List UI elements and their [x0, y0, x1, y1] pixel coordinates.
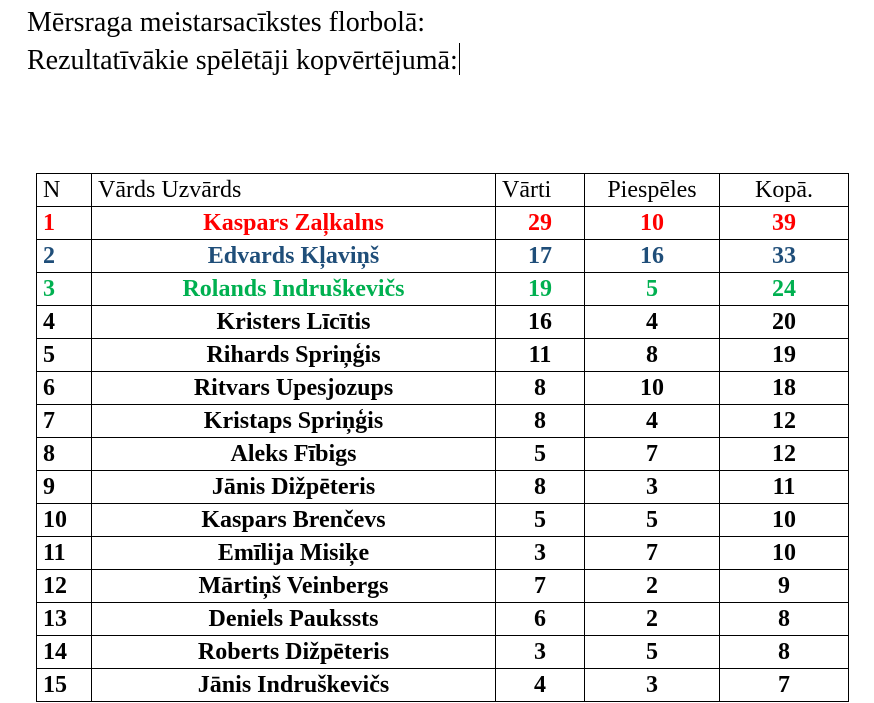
cell-player-name: Kristaps Spriņģis: [92, 405, 496, 438]
table-row: [37, 669, 849, 702]
cell-player-name: Aleks Fībigs: [92, 438, 496, 471]
cell-total: 8: [720, 636, 849, 669]
cell-goals: 3: [496, 636, 585, 669]
table-row: [37, 438, 849, 471]
table-row: [37, 603, 849, 636]
table-row: [37, 273, 849, 306]
cell-total: 7: [720, 669, 849, 702]
cell-rank: 14: [37, 636, 92, 669]
cell-assists: 10: [585, 207, 720, 240]
cell-goals: 4: [496, 669, 585, 702]
cell-rank: 5: [37, 339, 92, 372]
cell-total: 19: [720, 339, 849, 372]
cell-assists: 3: [585, 669, 720, 702]
cell-assists: 5: [585, 504, 720, 537]
cell-total: 10: [720, 537, 849, 570]
table-header-row: [37, 174, 849, 207]
cell-rank: 15: [37, 669, 92, 702]
table-row: [37, 207, 849, 240]
cell-rank: 12: [37, 570, 92, 603]
cell-goals: 8: [496, 405, 585, 438]
table-row: [37, 636, 849, 669]
table-row: [37, 240, 849, 273]
cell-player-name: Mārtiņš Veinbergs: [92, 570, 496, 603]
cell-assists: 10: [585, 372, 720, 405]
heading-line-2: [27, 42, 460, 80]
cell-assists: 7: [585, 438, 720, 471]
cell-player-name: Rolands Indruškevičs: [92, 273, 496, 306]
cell-player-name: Kaspars Zaļkalns: [92, 207, 496, 240]
table-row: [37, 306, 849, 339]
cell-player-name: Kaspars Brenčevs: [92, 504, 496, 537]
table-row: [37, 372, 849, 405]
cell-rank: 7: [37, 405, 92, 438]
cell-goals: 17: [496, 240, 585, 273]
document-heading: [27, 4, 460, 80]
cell-goals: 29: [496, 207, 585, 240]
cell-assists: 4: [585, 405, 720, 438]
cell-assists: 3: [585, 471, 720, 504]
table-row: [37, 570, 849, 603]
cell-rank: 9: [37, 471, 92, 504]
cell-goals: 5: [496, 438, 585, 471]
table-row: [37, 471, 849, 504]
cell-goals: 3: [496, 537, 585, 570]
cell-total: 10: [720, 504, 849, 537]
header-assists: Piespēles: [585, 174, 720, 207]
cell-player-name: Roberts Dižpēteris: [92, 636, 496, 669]
cell-goals: 8: [496, 372, 585, 405]
cell-player-name: Jānis Indruškevičs: [92, 669, 496, 702]
cell-goals: 5: [496, 504, 585, 537]
cell-total: 24: [720, 273, 849, 306]
cell-assists: 2: [585, 603, 720, 636]
cell-total: 9: [720, 570, 849, 603]
cell-player-name: Ritvars Upesjozups: [92, 372, 496, 405]
header-total: Kopā.: [720, 174, 849, 207]
cell-rank: 11: [37, 537, 92, 570]
cell-assists: 5: [585, 636, 720, 669]
cell-total: 18: [720, 372, 849, 405]
cell-assists: 7: [585, 537, 720, 570]
cell-total: 33: [720, 240, 849, 273]
header-n: N: [37, 174, 92, 207]
cell-total: 12: [720, 438, 849, 471]
cell-assists: 2: [585, 570, 720, 603]
cell-player-name: Emīlija Misiķe: [92, 537, 496, 570]
header-name: Vārds Uzvārds: [92, 174, 496, 207]
cell-assists: 8: [585, 339, 720, 372]
cell-goals: 7: [496, 570, 585, 603]
cell-goals: 11: [496, 339, 585, 372]
cell-player-name: Rihards Spriņģis: [92, 339, 496, 372]
cell-goals: 16: [496, 306, 585, 339]
cell-total: 12: [720, 405, 849, 438]
cell-rank: 13: [37, 603, 92, 636]
cell-total: 39: [720, 207, 849, 240]
cell-rank: 1: [37, 207, 92, 240]
table-row: [37, 405, 849, 438]
cell-total: 11: [720, 471, 849, 504]
cell-player-name: Deniels Paukssts: [92, 603, 496, 636]
table-row: [37, 339, 849, 372]
cell-goals: 8: [496, 471, 585, 504]
cell-assists: 16: [585, 240, 720, 273]
cell-assists: 4: [585, 306, 720, 339]
cell-rank: 3: [37, 273, 92, 306]
table-row: [37, 537, 849, 570]
cell-player-name: Kristers Līcītis: [92, 306, 496, 339]
cell-goals: 19: [496, 273, 585, 306]
scorers-table: [36, 173, 849, 702]
heading-line-1: Mērsraga meistarsacīkstes florbolā:: [27, 7, 426, 38]
cell-player-name: Edvards Kļaviņš: [92, 240, 496, 273]
cell-rank: 10: [37, 504, 92, 537]
cell-rank: 4: [37, 306, 92, 339]
cell-rank: 6: [37, 372, 92, 405]
cell-rank: 8: [37, 438, 92, 471]
text-cursor: [459, 43, 460, 75]
cell-rank: 2: [37, 240, 92, 273]
cell-goals: 6: [496, 603, 585, 636]
cell-total: 8: [720, 603, 849, 636]
heading-line-2-text: Rezultatīvākie spēlētāji kopvērtējumā:: [27, 45, 458, 76]
cell-assists: 5: [585, 273, 720, 306]
cell-player-name: Jānis Dižpēteris: [92, 471, 496, 504]
header-goals: Vārti: [496, 174, 585, 207]
cell-total: 20: [720, 306, 849, 339]
table-row: [37, 504, 849, 537]
